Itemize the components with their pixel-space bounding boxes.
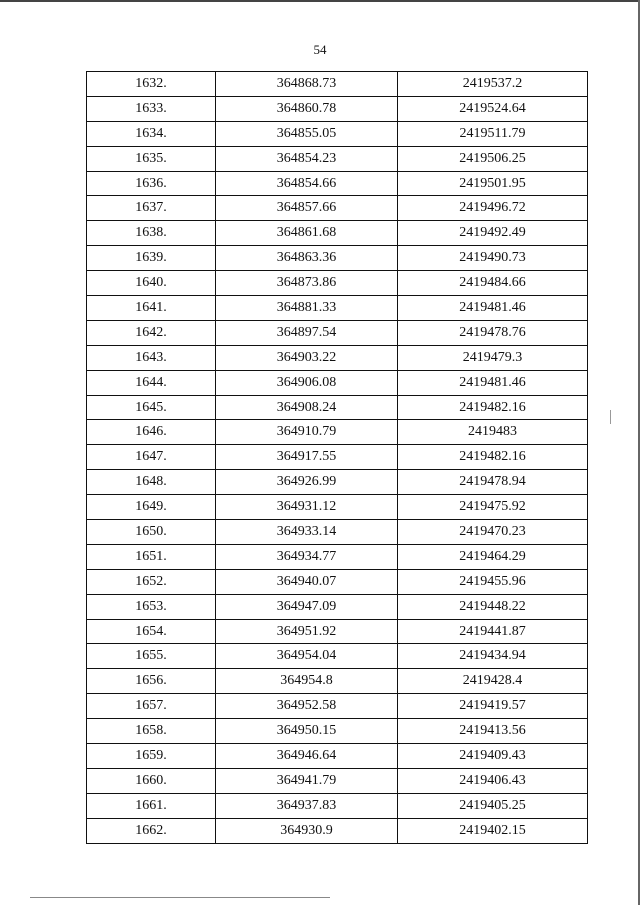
point-number-cell: 1653. xyxy=(87,594,216,619)
x-coordinate-cell: 364937.83 xyxy=(216,793,398,818)
point-number-cell: 1634. xyxy=(87,121,216,146)
point-number-cell: 1651. xyxy=(87,544,216,569)
point-number-cell: 1632. xyxy=(87,72,216,97)
y-coordinate-cell: 2419405.25 xyxy=(398,793,588,818)
y-coordinate-cell: 2419501.95 xyxy=(398,171,588,196)
x-coordinate-cell: 364868.73 xyxy=(216,72,398,97)
point-number-cell: 1654. xyxy=(87,619,216,644)
point-number-cell: 1637. xyxy=(87,196,216,221)
table-row xyxy=(87,520,588,545)
table-row xyxy=(87,594,588,619)
x-coordinate-cell: 364931.12 xyxy=(216,495,398,520)
x-coordinate-cell: 364954.04 xyxy=(216,644,398,669)
y-coordinate-cell: 2419409.43 xyxy=(398,744,588,769)
x-coordinate-cell: 364873.86 xyxy=(216,271,398,296)
table-row xyxy=(87,445,588,470)
point-number-cell: 1638. xyxy=(87,221,216,246)
x-coordinate-cell: 364947.09 xyxy=(216,594,398,619)
x-coordinate-cell: 364908.24 xyxy=(216,395,398,420)
x-coordinate-cell: 364857.66 xyxy=(216,196,398,221)
y-coordinate-cell: 2419441.87 xyxy=(398,619,588,644)
point-number-cell: 1647. xyxy=(87,445,216,470)
point-number-cell: 1645. xyxy=(87,395,216,420)
y-coordinate-cell: 2419478.94 xyxy=(398,470,588,495)
y-coordinate-cell: 2419479.3 xyxy=(398,345,588,370)
x-coordinate-cell: 364855.05 xyxy=(216,121,398,146)
y-coordinate-cell: 2419455.96 xyxy=(398,569,588,594)
table-row xyxy=(87,669,588,694)
table-row xyxy=(87,768,588,793)
point-number-cell: 1646. xyxy=(87,420,216,445)
point-number-cell: 1642. xyxy=(87,320,216,345)
table-row xyxy=(87,96,588,121)
point-number-cell: 1652. xyxy=(87,569,216,594)
table-row xyxy=(87,470,588,495)
x-coordinate-cell: 364903.22 xyxy=(216,345,398,370)
x-coordinate-cell: 364951.92 xyxy=(216,619,398,644)
table-row xyxy=(87,146,588,171)
y-coordinate-cell: 2419478.76 xyxy=(398,320,588,345)
x-coordinate-cell: 364940.07 xyxy=(216,569,398,594)
x-coordinate-cell: 364954.8 xyxy=(216,669,398,694)
y-coordinate-cell: 2419506.25 xyxy=(398,146,588,171)
y-coordinate-cell: 2419511.79 xyxy=(398,121,588,146)
point-number-cell: 1658. xyxy=(87,719,216,744)
table-row xyxy=(87,171,588,196)
point-number-cell: 1633. xyxy=(87,96,216,121)
y-coordinate-cell: 2419448.22 xyxy=(398,594,588,619)
table-row xyxy=(87,694,588,719)
table-row xyxy=(87,818,588,843)
x-coordinate-cell: 364863.36 xyxy=(216,246,398,271)
point-number-cell: 1643. xyxy=(87,345,216,370)
point-number-cell: 1641. xyxy=(87,296,216,321)
point-number-cell: 1660. xyxy=(87,768,216,793)
y-coordinate-cell: 2419413.56 xyxy=(398,719,588,744)
table-row xyxy=(87,370,588,395)
y-coordinate-cell: 2419482.16 xyxy=(398,445,588,470)
x-coordinate-cell: 364926.99 xyxy=(216,470,398,495)
point-number-cell: 1661. xyxy=(87,793,216,818)
x-coordinate-cell: 364934.77 xyxy=(216,544,398,569)
table-row xyxy=(87,495,588,520)
point-number-cell: 1657. xyxy=(87,694,216,719)
y-coordinate-cell: 2419537.2 xyxy=(398,72,588,97)
point-number-cell: 1639. xyxy=(87,246,216,271)
table-row xyxy=(87,196,588,221)
x-coordinate-cell: 364910.79 xyxy=(216,420,398,445)
x-coordinate-cell: 364881.33 xyxy=(216,296,398,321)
point-number-cell: 1659. xyxy=(87,744,216,769)
point-number-cell: 1640. xyxy=(87,271,216,296)
table-row xyxy=(87,544,588,569)
point-number-cell: 1636. xyxy=(87,171,216,196)
y-coordinate-cell: 2419483 xyxy=(398,420,588,445)
table-row xyxy=(87,296,588,321)
table-row xyxy=(87,744,588,769)
point-number-cell: 1644. xyxy=(87,370,216,395)
scan-artifact-mark xyxy=(610,410,611,424)
point-number-cell: 1648. xyxy=(87,470,216,495)
table-row xyxy=(87,395,588,420)
table-row xyxy=(87,72,588,97)
x-coordinate-cell: 364897.54 xyxy=(216,320,398,345)
x-coordinate-cell: 364854.23 xyxy=(216,146,398,171)
table-row xyxy=(87,644,588,669)
y-coordinate-cell: 2419484.66 xyxy=(398,271,588,296)
y-coordinate-cell: 2419490.73 xyxy=(398,246,588,271)
y-coordinate-cell: 2419434.94 xyxy=(398,644,588,669)
y-coordinate-cell: 2419481.46 xyxy=(398,296,588,321)
point-number-cell: 1662. xyxy=(87,818,216,843)
y-coordinate-cell: 2419492.49 xyxy=(398,221,588,246)
x-coordinate-cell: 364946.64 xyxy=(216,744,398,769)
table-row xyxy=(87,420,588,445)
table-row xyxy=(87,121,588,146)
x-coordinate-cell: 364952.58 xyxy=(216,694,398,719)
x-coordinate-cell: 364854.66 xyxy=(216,171,398,196)
y-coordinate-cell: 2419482.16 xyxy=(398,395,588,420)
table-row xyxy=(87,619,588,644)
x-coordinate-cell: 364950.15 xyxy=(216,719,398,744)
table-row xyxy=(87,246,588,271)
x-coordinate-cell: 364917.55 xyxy=(216,445,398,470)
x-coordinate-cell: 364861.68 xyxy=(216,221,398,246)
table-row xyxy=(87,719,588,744)
coordinates-table xyxy=(86,71,588,844)
y-coordinate-cell: 2419402.15 xyxy=(398,818,588,843)
x-coordinate-cell: 364906.08 xyxy=(216,370,398,395)
y-coordinate-cell: 2419428.4 xyxy=(398,669,588,694)
x-coordinate-cell: 364930.9 xyxy=(216,818,398,843)
x-coordinate-cell: 364860.78 xyxy=(216,96,398,121)
table-row xyxy=(87,271,588,296)
scan-artifact-bottom xyxy=(30,897,330,898)
table-row xyxy=(87,345,588,370)
table-row xyxy=(87,569,588,594)
y-coordinate-cell: 2419406.43 xyxy=(398,768,588,793)
coordinates-table-body xyxy=(87,72,588,844)
y-coordinate-cell: 2419470.23 xyxy=(398,520,588,545)
x-coordinate-cell: 364941.79 xyxy=(216,768,398,793)
point-number-cell: 1635. xyxy=(87,146,216,171)
y-coordinate-cell: 2419481.46 xyxy=(398,370,588,395)
point-number-cell: 1655. xyxy=(87,644,216,669)
table-row xyxy=(87,793,588,818)
y-coordinate-cell: 2419496.72 xyxy=(398,196,588,221)
point-number-cell: 1650. xyxy=(87,520,216,545)
point-number-cell: 1649. xyxy=(87,495,216,520)
y-coordinate-cell: 2419419.57 xyxy=(398,694,588,719)
y-coordinate-cell: 2419464.29 xyxy=(398,544,588,569)
x-coordinate-cell: 364933.14 xyxy=(216,520,398,545)
page-number: 54 xyxy=(313,42,327,57)
scan-border-top xyxy=(0,0,640,2)
table-row xyxy=(87,320,588,345)
y-coordinate-cell: 2419475.92 xyxy=(398,495,588,520)
y-coordinate-cell: 2419524.64 xyxy=(398,96,588,121)
point-number-cell: 1656. xyxy=(87,669,216,694)
table-row xyxy=(87,221,588,246)
